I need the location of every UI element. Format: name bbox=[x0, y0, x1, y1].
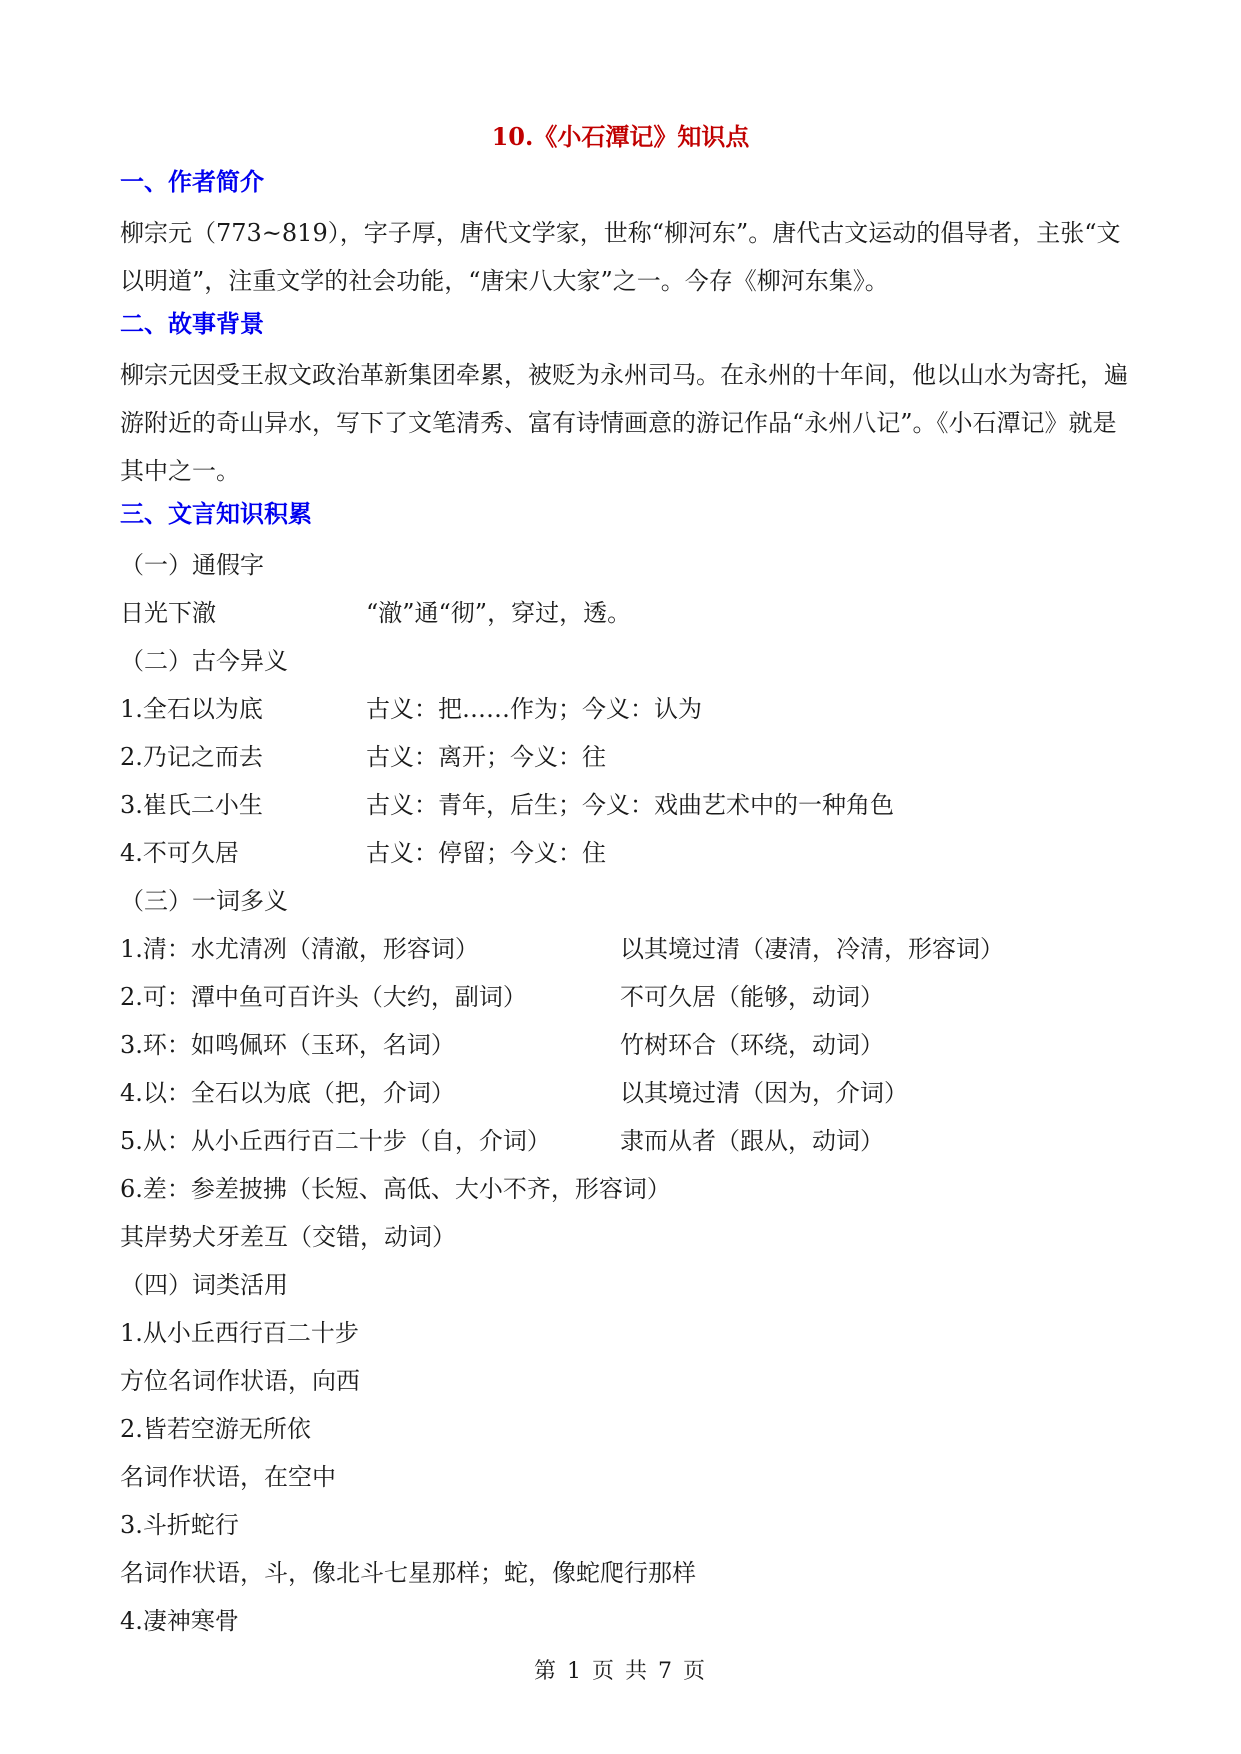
author-text: 柳宗元（773~819），字子厚，唐代文学家，世称“柳河东”。唐代古文运动的倡导者，主张“文以明道”，注重文学的社会功能，“唐宋八大家”之一。今存《柳河东集》。 bbox=[120, 219, 1121, 295]
gujin-heading: （二）古今异义 bbox=[120, 647, 288, 675]
table-row bbox=[120, 685, 1130, 733]
list-item: 3.斗折蛇行 bbox=[120, 1511, 239, 1539]
yiciduoyi-heading: （三）一词多义 bbox=[120, 887, 288, 915]
list-item: 其岸势犬牙差互（交错，动词） bbox=[120, 1223, 456, 1251]
table-row bbox=[120, 781, 1130, 829]
entry-right: 以其境过清（因为，介词） bbox=[620, 1079, 908, 1107]
document-body bbox=[120, 165, 1130, 1645]
entry-meaning: “澈”通“彻”，穿过，透。 bbox=[366, 599, 632, 627]
entry-word: 3.崔氏二小生 bbox=[120, 791, 263, 819]
list-item: 名词作状语，在空中 bbox=[120, 1463, 336, 1491]
background-heading: 二、故事背景 bbox=[120, 309, 264, 338]
entry-right: 以其境过清（凄清，冷清，形容词） bbox=[620, 935, 1004, 963]
entry-meaning: 古义：离开；今义：往 bbox=[366, 743, 606, 771]
table-row bbox=[120, 1117, 1130, 1165]
table-row bbox=[120, 973, 1130, 1021]
cileihuoyong-heading: （四）词类活用 bbox=[120, 1271, 288, 1299]
page-title: 10.《小石潭记》知识点 bbox=[491, 122, 750, 151]
entry-right: 竹树环合（环绕，动词） bbox=[620, 1031, 884, 1059]
list-item: 4.凄神寒骨 bbox=[120, 1607, 239, 1635]
entry-left: 4.以：全石以为底（把，介词） bbox=[120, 1079, 455, 1107]
entry-meaning: 古义：停留；今义：住 bbox=[366, 839, 606, 867]
table-row bbox=[120, 829, 1130, 877]
author-heading: 一、作者简介 bbox=[120, 167, 264, 196]
entry-left: 1.清：水尤清冽（清澈，形容词） bbox=[120, 935, 479, 963]
table-row bbox=[120, 733, 1130, 781]
list-item: 6.差：参差披拂（长短、高低、大小不齐，形容词） bbox=[120, 1175, 671, 1203]
knowledge-heading: 三、文言知识积累 bbox=[120, 499, 312, 528]
page-footer: 第 1 页 共 7 页 bbox=[534, 1659, 707, 1684]
table-row bbox=[120, 589, 1130, 637]
entry-left: 3.环：如鸣佩环（玉环，名词） bbox=[120, 1031, 455, 1059]
entry-right: 隶而从者（跟从，动词） bbox=[620, 1127, 884, 1155]
table-row bbox=[120, 1069, 1130, 1117]
entry-meaning: 古义：把……作为；今义：认为 bbox=[366, 695, 702, 723]
list-item: 1.从小丘西行百二十步 bbox=[120, 1319, 359, 1347]
list-item: 名词作状语，斗，像北斗七星那样；蛇，像蛇爬行那样 bbox=[120, 1559, 696, 1587]
entry-left: 2.可：潭中鱼可百许头（大约，副词） bbox=[120, 983, 527, 1011]
entry-word: 日光下澈 bbox=[120, 599, 216, 627]
entry-word: 2.乃记之而去 bbox=[120, 743, 263, 771]
entry-word: 4.不可久居 bbox=[120, 839, 239, 867]
entry-word: 1.全石以为底 bbox=[120, 695, 263, 723]
list-item: 方位名词作状语，向西 bbox=[120, 1367, 360, 1395]
list-item: 2.皆若空游无所依 bbox=[120, 1415, 311, 1443]
entry-left: 5.从：从小丘西行百二十步（自，介词） bbox=[120, 1127, 551, 1155]
entry-meaning: 古义：青年，后生；今义：戏曲艺术中的一种角色 bbox=[366, 791, 894, 819]
background-text: 柳宗元因受王叔文政治革新集团牵累，被贬为永州司马。在永州的十年间，他以山水为寄托，遍游附近的奇山异水，写下了文笔清秀、富有诗情画意的游记作品“永州八记”。《小石潭记》就是其中之一。 bbox=[120, 361, 1128, 485]
entry-right: 不可久居（能够，动词） bbox=[620, 983, 884, 1011]
tongjiazi-heading: （一）通假字 bbox=[120, 551, 264, 579]
table-row bbox=[120, 925, 1130, 973]
table-row bbox=[120, 1021, 1130, 1069]
